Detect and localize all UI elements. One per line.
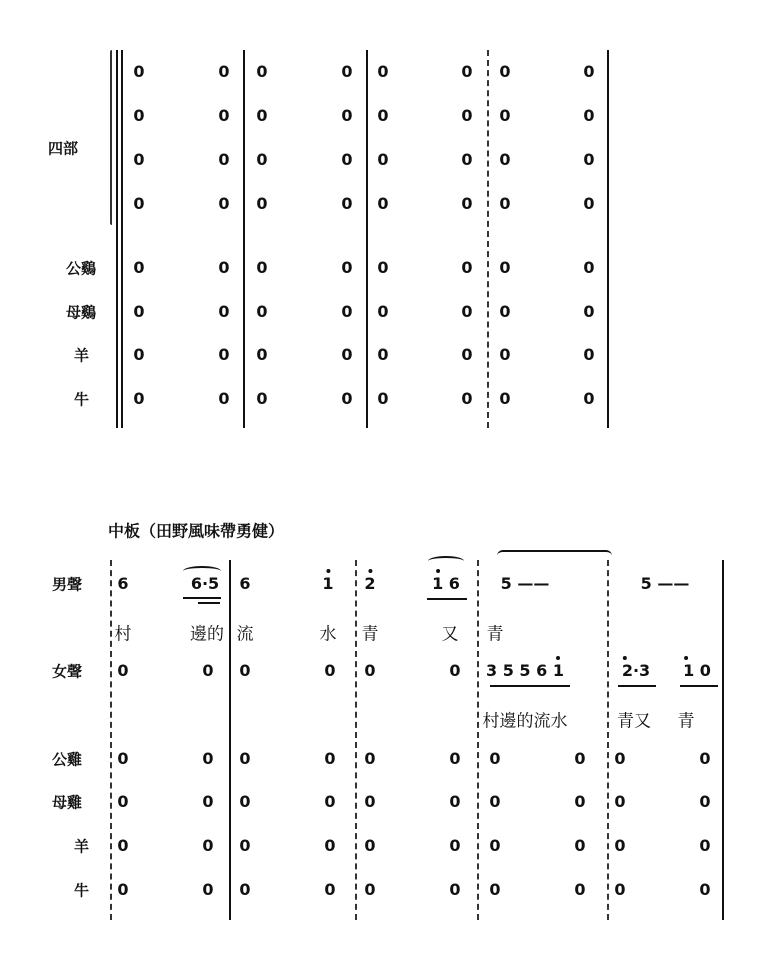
beam-underline [618,685,656,687]
rest-note: 0 [239,749,251,768]
rest-note: 0 [341,345,353,364]
rest-note: 0 [449,749,461,768]
part-label: 公鷄 [66,259,97,278]
part-label: 羊 [74,837,90,856]
rest-note: 0 [583,150,595,169]
beam-underline [680,685,718,687]
rest-note: 0 [461,389,473,408]
rest-note: 0 [364,749,376,768]
rest-note: 0 [133,302,145,321]
beam-underline [490,685,570,687]
melody-note: 0 [239,661,251,680]
lyric: 青 [677,711,695,732]
rest-note: 0 [218,258,230,277]
rest-note: 0 [377,258,389,277]
rest-note: 0 [699,792,711,811]
rest-note: 0 [239,880,251,899]
rest-note: 0 [461,345,473,364]
rest-note: 0 [218,150,230,169]
melody-note: 2 [364,576,375,592]
rest-note: 0 [133,62,145,81]
rest-note: 0 [583,345,595,364]
part-label: 牛 [74,881,90,900]
rest-note: 0 [202,880,214,899]
melody-note: 0 [324,661,336,680]
rest-note: 0 [499,106,511,125]
rest-note: 0 [256,106,268,125]
rest-note: 0 [489,749,501,768]
rest-note: 0 [461,302,473,321]
barline [121,50,123,428]
rest-note: 0 [202,749,214,768]
melody-note: 5 —— [500,574,550,593]
part-label: 羊 [74,346,90,365]
barline [607,50,609,428]
rest-note: 0 [699,749,711,768]
rest-note: 0 [377,62,389,81]
rest-note: 0 [239,836,251,855]
rest-note: 0 [341,389,353,408]
rest-note: 0 [574,749,586,768]
rest-note: 0 [489,792,501,811]
rest-note: 0 [341,150,353,169]
barline [116,50,118,428]
barline [366,50,368,428]
lyric: 邊的 [190,624,224,645]
barline [355,560,357,920]
rest-note: 0 [256,345,268,364]
rest-note: 0 [614,749,626,768]
rest-note: 0 [499,194,511,213]
rest-note: 0 [133,106,145,125]
barline [477,560,479,920]
rest-note: 0 [202,836,214,855]
tie [497,550,612,562]
rest-note: 0 [324,836,336,855]
tempo-marking: 中板（田野風味帶勇健） [108,521,285,541]
lyric: 流 [236,624,254,645]
high-octave-dot [557,656,561,660]
melody-note: 6 [117,574,129,593]
high-octave-dot [368,569,372,573]
melody-note: 3 5 5 6 1 [486,663,564,679]
rest-note: 0 [117,792,129,811]
rest-note: 0 [699,880,711,899]
rest-note: 0 [377,106,389,125]
melody-note: 2·3 [622,663,650,679]
barline [110,560,112,920]
beam-underline [198,602,220,604]
brace-four-parts [110,50,112,225]
barline [229,560,231,920]
high-octave-dot [326,569,330,573]
rest-note: 0 [364,836,376,855]
rest-note: 0 [324,749,336,768]
high-octave-dot [436,569,440,573]
rest-note: 0 [583,389,595,408]
high-octave-dot [623,656,627,660]
rest-note: 0 [699,836,711,855]
melody-note: 5 —— [640,574,690,593]
rest-note: 0 [499,389,511,408]
beam-underline [427,598,467,600]
rest-note: 0 [377,150,389,169]
rest-note: 0 [583,258,595,277]
part-label: 公雞 [52,750,83,769]
rest-note: 0 [499,150,511,169]
rest-note: 0 [614,836,626,855]
rest-note: 0 [377,389,389,408]
part-label: 牛 [74,390,90,409]
rest-note: 0 [341,106,353,125]
rest-note: 0 [449,792,461,811]
rest-note: 0 [614,792,626,811]
lyric: 青 [486,624,504,645]
lyric: 青 [361,624,379,645]
rest-note: 0 [133,194,145,213]
melody-note: 1 0 [683,663,711,679]
rest-note: 0 [614,880,626,899]
rest-note: 0 [133,258,145,277]
rest-note: 0 [117,880,129,899]
melody-note: 1 6 [432,576,460,592]
melody-note: 0 [449,661,461,680]
barline [722,560,724,920]
rest-note: 0 [341,62,353,81]
rest-note: 0 [117,836,129,855]
rest-note: 0 [341,194,353,213]
melody-note: 0 [117,661,129,680]
lyric: 水 [319,624,337,645]
part-label: 母雞 [52,793,83,812]
rest-note: 0 [256,389,268,408]
rest-note: 0 [256,150,268,169]
rest-note: 0 [377,345,389,364]
rest-note: 0 [461,194,473,213]
rest-note: 0 [583,194,595,213]
melody-note: 1 [322,576,333,592]
rest-note: 0 [377,302,389,321]
rest-note: 0 [133,150,145,169]
rest-note: 0 [489,880,501,899]
lyric: 又 [441,624,459,645]
slur [183,566,221,576]
melody-note: 0 [202,661,214,680]
rest-note: 0 [341,258,353,277]
rest-note: 0 [218,302,230,321]
rest-note: 0 [133,345,145,364]
slur [428,556,464,566]
rest-note: 0 [239,792,251,811]
barline [607,560,609,920]
rest-note: 0 [489,836,501,855]
rest-note: 0 [583,62,595,81]
rest-note: 0 [449,836,461,855]
lyric: 村邊的流水 [482,711,568,732]
rest-note: 0 [499,302,511,321]
rest-note: 0 [218,345,230,364]
part-label: 女聲 [52,662,83,681]
rest-note: 0 [133,389,145,408]
rest-note: 0 [583,302,595,321]
rest-note: 0 [583,106,595,125]
rest-note: 0 [218,62,230,81]
rest-note: 0 [324,880,336,899]
lyric: 青又 [617,711,651,732]
rest-note: 0 [499,62,511,81]
melody-note: 6 [239,574,251,593]
melody-note: 6·5 [190,574,220,593]
high-octave-dot [684,656,688,660]
rest-note: 0 [256,258,268,277]
rest-note: 0 [574,880,586,899]
rest-note: 0 [117,749,129,768]
rest-note: 0 [202,792,214,811]
rest-note: 0 [499,258,511,277]
part-label: 母鷄 [66,303,97,322]
rest-note: 0 [377,194,389,213]
barline [243,50,245,428]
melody-note: 0 [364,661,376,680]
part-label: 男聲 [52,575,83,594]
rest-note: 0 [574,792,586,811]
rest-note: 0 [461,258,473,277]
rest-note: 0 [461,106,473,125]
rest-note: 0 [461,150,473,169]
barline [487,50,489,428]
rest-note: 0 [218,106,230,125]
rest-note: 0 [341,302,353,321]
rest-note: 0 [218,389,230,408]
lyric: 村 [114,624,132,645]
rest-note: 0 [449,880,461,899]
rest-note: 0 [364,880,376,899]
rest-note: 0 [574,836,586,855]
rest-note: 0 [256,62,268,81]
rest-note: 0 [256,194,268,213]
rest-note: 0 [461,62,473,81]
beam-underline [183,597,221,599]
rest-note: 0 [499,345,511,364]
rest-note: 0 [324,792,336,811]
rest-note: 0 [256,302,268,321]
rest-note: 0 [218,194,230,213]
rest-note: 0 [364,792,376,811]
part-label: 四部 [48,139,79,158]
